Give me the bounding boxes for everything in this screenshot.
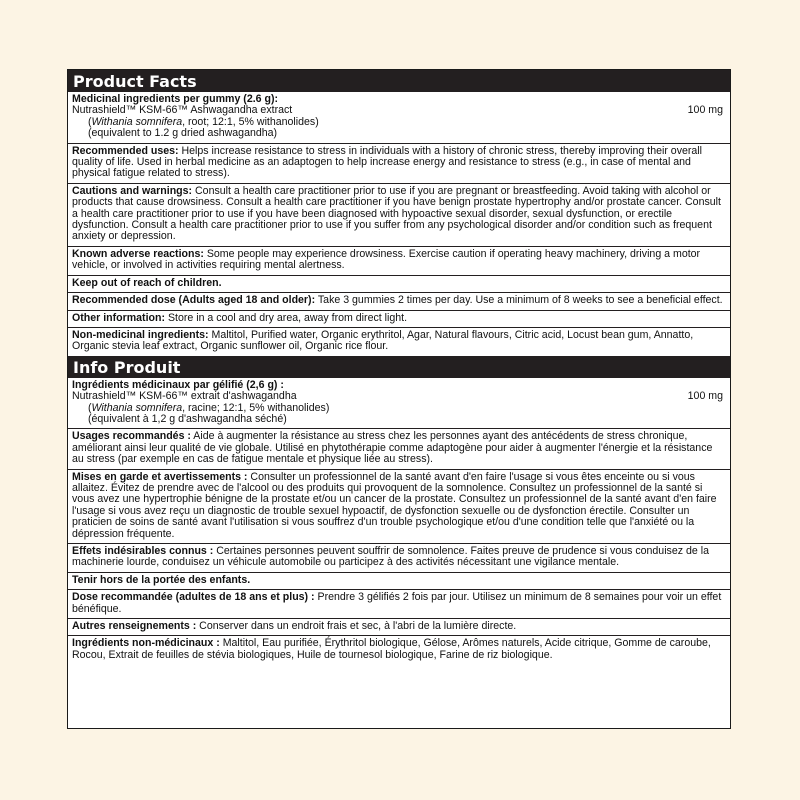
- ingredient-equivalence: (equivalent to 1.2 g dried ashwagandha): [88, 127, 278, 140]
- medicinal-ingredients-label: Medicinal ingredients per gummy (2.6 g):: [72, 93, 279, 105]
- ingredient-equivalence-fr: (équivalent à 1,2 g d'ashwagandha séché): [88, 412, 287, 425]
- cautions-text: Consult a health care practitioner prior to use if you are pregnant or breastfeeding. Avoid taking with alcohol or products that cause drowsiness. Consult a health care practitioner if you have benign prostate hypertrophy and/or prostate cancer. Consult a health care practitioner prior to use if you have been diagnosed with hypoactive sexual disorder, sexual dysfunction, or erectile dysfunction. Consult a health care practitioner prior to use if you suffer from any psychological disorder and/or condition such as frequent anxiety or depression.: [72, 184, 721, 243]
- info-produit-header: Info Produit: [68, 356, 730, 378]
- ingredient-name: Nutrashield™ KSM-66™ Ashwagandha extract: [72, 104, 293, 117]
- recommended-dose-section: [68, 293, 730, 310]
- recommended-uses-section: [68, 144, 730, 184]
- effets-section: [68, 544, 730, 573]
- other-text: Store in a cool and dry area, away from direct light.: [167, 311, 408, 324]
- dose-label-fr: Dose recommandée (adultes de 18 ans et plus) :: [72, 591, 315, 604]
- ingredient-source-fr: (Withania somnifera, racine; 12:1, 5% withanolides): [88, 401, 330, 414]
- dose-text-fr: Prendre 3 gélifiés 2 fois par jour. Utilisez un minimum de 8 semaines pour voir un effet bénéfique.: [72, 591, 722, 615]
- autres-text: Conserver dans un endroit frais et sec, à l'abri de la lumière directe.: [199, 620, 517, 633]
- ingredients-medicinaux-label: Ingrédients médicinaux par gélifié (2,6 g) :: [72, 378, 284, 391]
- ingredient-name-fr: Nutrashield™ KSM-66™ extrait d'ashwagandha: [72, 390, 297, 403]
- mises-en-garde-text: Consulter un professionnel de la santé avant d'en faire l'usage si vous êtes enceinte ou si vous allaitez. Évitez de prendre avec de l'alcool ou des produits qui provoquent de la somnolence. Consultez un professionnel de la santé si vous avez une hypertrophie bénigne de la prostate et/ou un cancer de la prostate. Consultez un professionnel de la santé avant d'en faire l'usage si vous avez reçu un diagnostic de trouble sexuel hypoactif, de dysfonction sexuelle ou de dysfonction érectile. Consulter un praticien de soins de santé avant l'utilisation si vous souffrez d'un trouble psychologique et/ou d'une condition telle que l'anxiété ou la dépression fréquente.: [72, 470, 717, 540]
- effets-text: Certaines personnes peuvent souffrir de somnolence. Faites preuve de prudence si vous conduisez de la machinerie lourde, conduisez un véhicule automobile ou participez à des activités nécessitant une vigilance mentale.: [72, 545, 709, 569]
- medicinal-ingredients-section: [68, 92, 730, 144]
- keep-out-of-reach: Keep out of reach of children.: [68, 276, 730, 293]
- uses-text: Helps increase resistance to stress in individuals with a history of chronic stress, thereby improving their overall quality of life. Used in herbal medicine as an adaptogen to help increase energy and resistance to stress (e.g., in case of mental and physical fatigue related to stress).: [72, 144, 703, 180]
- source-text-fr: , racine; 12:1, 5% withanolides): [182, 401, 330, 414]
- non-medicinaux-label: Ingrédients non-médicinaux :: [72, 637, 220, 650]
- non-medicinaux-section: [68, 636, 730, 664]
- latin-name: Withania somnifera: [91, 115, 183, 128]
- non-medicinaux-text: Maltitol, Eau purifiée, Érythritol biologique, Gélose, Arômes naturels, Acide citrique, Gomme de caroube, Rocou, Extrait de feuilles de stévia biologiques, Huile de tournesol biologique, Farine de riz biologique.: [72, 637, 711, 661]
- latin-name-fr: Withania somnifera: [91, 401, 183, 414]
- product-facts-panel: [67, 69, 731, 729]
- usages-section: [68, 429, 730, 469]
- effets-label: Effets indésirables connus :: [72, 545, 214, 557]
- nonmed-text: Maltitol, Purified water, Organic erythritol, Agar, Natural flavours, Citric acid, Locust bean gum, Annatto, Organic stevia leaf extract, Organic sunflower oil, Organic rice flour.: [72, 328, 694, 353]
- ingredient-amount-fr: 100 mg: [687, 390, 723, 403]
- nonmed-label: Non-medicinal ingredients:: [72, 328, 209, 341]
- dose-section-fr: [68, 590, 730, 619]
- cautions-section: [68, 184, 730, 247]
- non-medicinal-section: [68, 328, 730, 356]
- mises-en-garde-label: Mises en garde et avertissements :: [72, 470, 248, 483]
- adverse-text: Some people may experience drowsiness. Exercise caution if operating heavy machinery, driving a motor vehicle, or involved in activities requiring mental alertness.: [72, 247, 701, 272]
- usages-label: Usages recommandés :: [72, 430, 191, 443]
- tenir-hors-portee: Tenir hors de la portée des enfants.: [68, 573, 730, 590]
- autres-label: Autres renseignements :: [72, 620, 197, 633]
- other-information-section: [68, 311, 730, 328]
- dose-text: Take 3 gummies 2 times per day. Use a minimum of 8 weeks to see a beneficial effect.: [317, 294, 723, 307]
- ingredients-medicinaux-section: [68, 378, 730, 430]
- mises-en-garde-section: [68, 470, 730, 544]
- ingredient-source: (Withania somnifera, root; 12:1, 5% withanolides): [88, 115, 319, 128]
- usages-text: Aide à augmenter la résistance au stress chez les personnes ayant des antécédents de stress chronique, améliorant ainsi leur qualité de vie globale. Utilisé en phytothérapie comme adaptogène pour aider à augmenter l'énergie et la résistance au stress (par exemple en cas de fatigue mentale et physique liée au stress).: [72, 430, 713, 466]
- uses-label: Recommended uses:: [72, 144, 179, 157]
- source-text: , root; 12:1, 5% withanolides): [182, 115, 319, 128]
- ingredient-amount: 100 mg: [687, 104, 723, 117]
- adverse-label: Known adverse reactions:: [72, 247, 204, 260]
- cautions-label: Cautions and warnings:: [72, 184, 193, 197]
- product-facts-header: Product Facts: [68, 70, 730, 92]
- autres-section: [68, 619, 730, 636]
- adverse-reactions-section: [68, 247, 730, 276]
- dose-label: Recommended dose (Adults aged 18 and older):: [72, 294, 316, 307]
- other-label: Other information:: [72, 311, 165, 324]
